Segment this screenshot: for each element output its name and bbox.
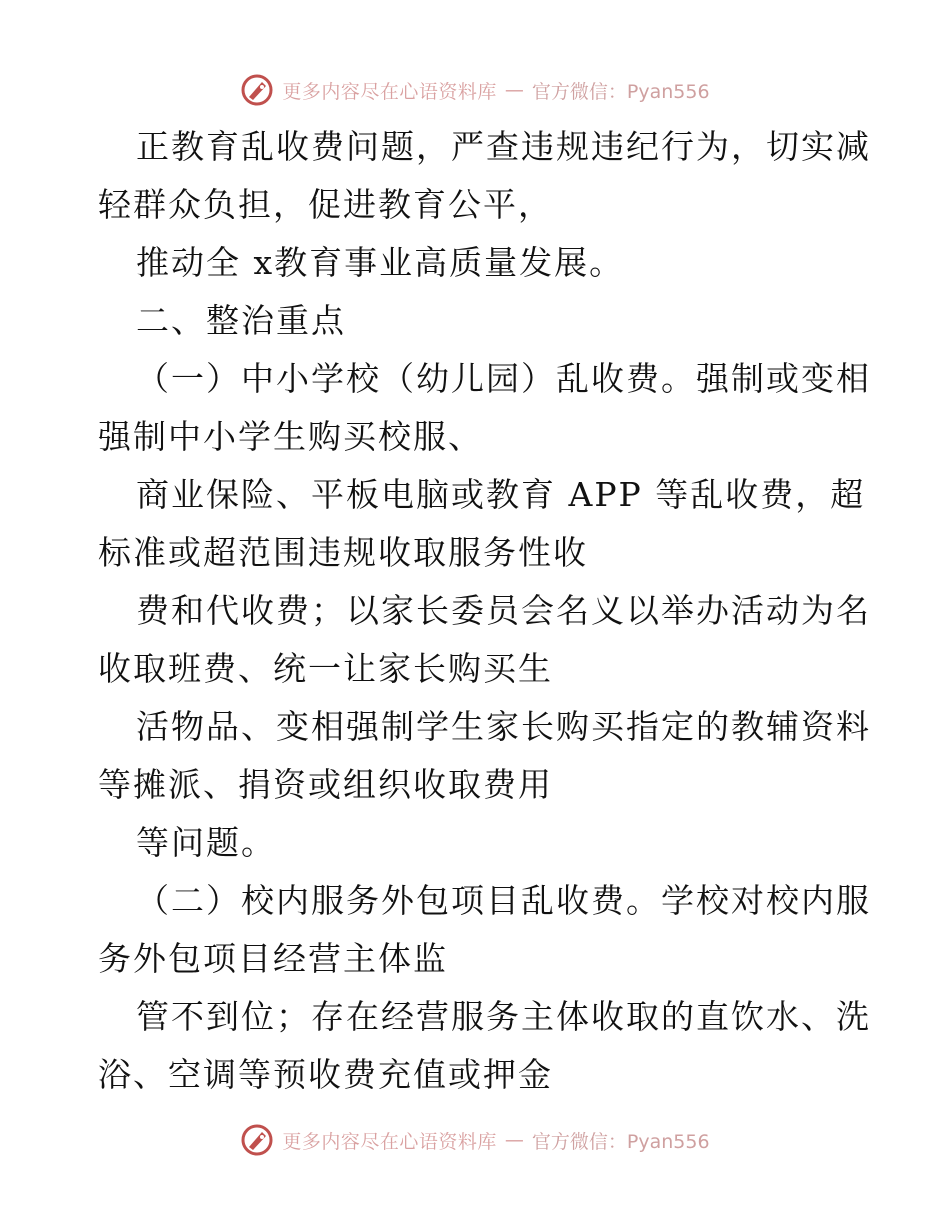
text-line: （二）校内服务外包项目乱收费。学校对校内服: [136, 881, 871, 920]
watermark-contact: 官方微信：Pyan556: [531, 80, 710, 103]
text-line: 正教育乱收费问题，严查违规违纪行为，切实减: [136, 127, 871, 166]
text-line: 商业保险、平板电脑或教育 APP 等乱收费，超: [136, 475, 866, 514]
footer-watermark: [0, 1120, 950, 1160]
pen-nib-logo-icon: [240, 1123, 274, 1157]
text-line: 推动全 x教育事业高质量发展。: [136, 243, 625, 282]
text-line: 务外包项目经营主体监: [98, 939, 448, 978]
watermark-separator: —: [504, 1129, 524, 1151]
text-line: 费和代收费；以家长委员会名义以举办活动为名: [136, 591, 871, 630]
watermark-contact: 官方微信：Pyan556: [531, 1130, 710, 1153]
text-line: （一）中小学校（幼儿园）乱收费。强制或变相: [136, 359, 871, 398]
text-line: 轻群众负担，促进教育公平，: [98, 185, 553, 224]
text-line: 标准或超范围违规收取服务性收: [98, 533, 588, 572]
text-line: 收取班费、统一让家长购买生: [98, 649, 553, 688]
header-watermark: [0, 70, 950, 110]
text-line: 管不到位；存在经营服务主体收取的直饮水、洗: [136, 997, 871, 1036]
text-line: 活物品、变相强制学生家长购买指定的教辅资料: [136, 707, 871, 746]
text-line: 等问题。: [136, 823, 276, 862]
watermark-text: 更多内容尽在心语资料库: [282, 1130, 497, 1153]
text-line: 等摊派、捐资或组织收取费用: [98, 765, 553, 804]
document-body: [98, 118, 871, 1104]
text-line: 浴、空调等预收费充值或押金: [98, 1055, 553, 1094]
pen-nib-logo-icon: [240, 73, 274, 107]
watermark-text: 更多内容尽在心语资料库: [282, 80, 497, 103]
text-line: 强制中小学生购买校服、: [98, 417, 483, 456]
section-heading: 二、整治重点: [136, 301, 346, 340]
watermark-separator: —: [504, 79, 524, 101]
